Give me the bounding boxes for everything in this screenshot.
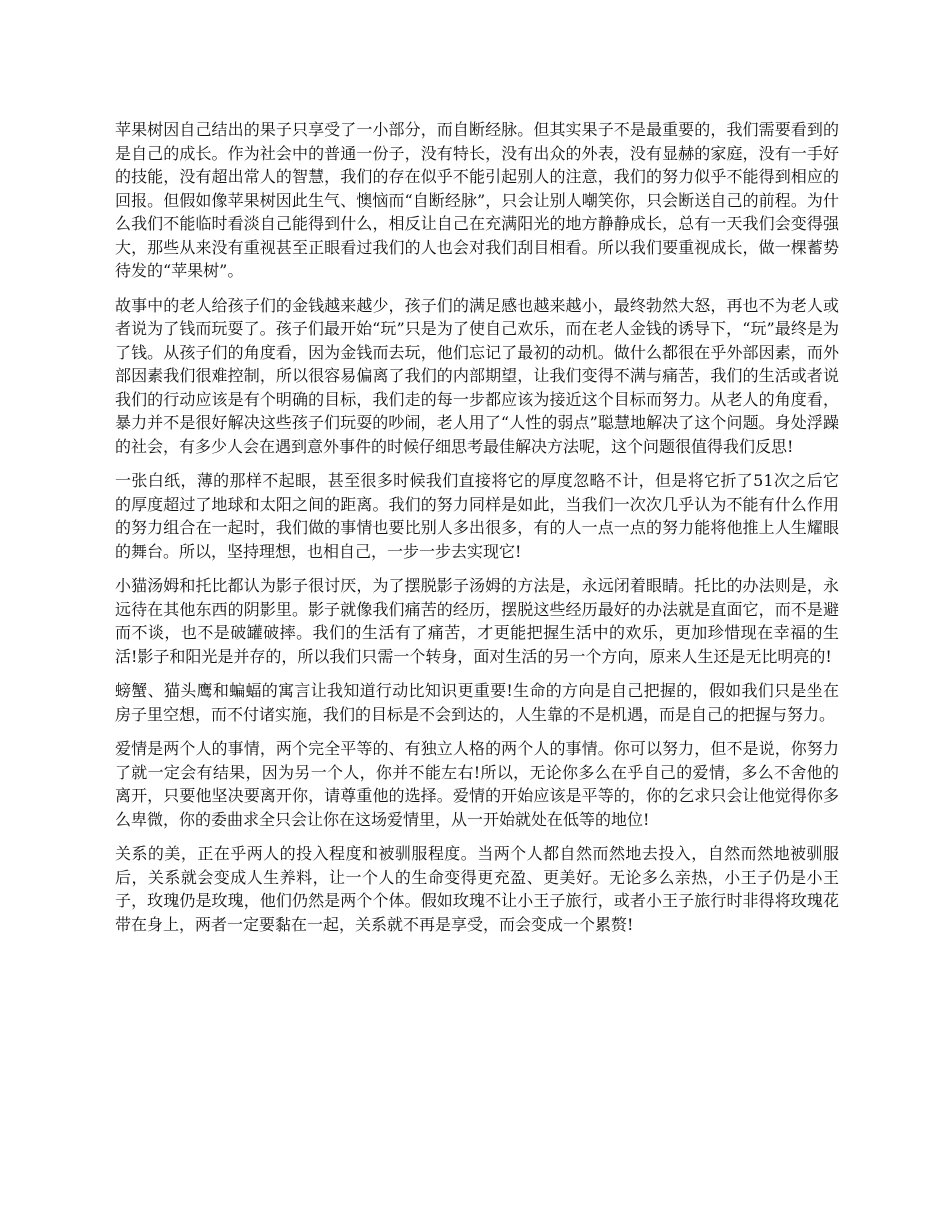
paragraph-love: 爱情是两个人的事情，两个完全平等的、有独立人格的两个人的事情。你可以努力，但不是说，你努力了就一定会有结果，因为另一个人，你并不能左右!所以，无论你多么在乎自己的爱情，多么不舍他的离开，只要他坚决要离开你，请尊重他的选择。爱情的开始应该是平等的，你的乞求只会让他觉得你多么卑微，你的委曲求全只会让你在这场爱情里，从一开始就处在低等的地位!: [115, 739, 839, 829]
paragraph-shadow: 小猫汤姆和托比都认为影子很讨厌，为了摆脱影子汤姆的方法是，永远闭着眼睛。托比的办法则是，永远待在其他东西的阴影里。影子就像我们痛苦的经历，摆脱这些经历最好的办法就是直面它，而不是避而不谈，也不是破罐破摔。我们的生活有了痛苦，才更能把握生活中的欢乐，更加珍惜现在幸福的生活!影子和阳光是并存的，所以我们只需一个转身，面对生活的另一个方向，原来人生还是无比明亮的!: [115, 576, 839, 666]
document-page: [115, 118, 839, 947]
paragraph-white-paper: 一张白纸，薄的那样不起眼，甚至很多时候我们直接将它的厚度忽略不计，但是将它折了51次之后它的厚度超过了地球和太阳之间的距离。我们的努力同样是如此，当我们一次次几乎认为不能有什么作用的努力组合在一起时，我们做的事情也要比别人多出很多，有的人一点一点的努力能将他推上人生耀眼的舞台。所以，坚持理想，也相自己，一步一步去实现它!: [115, 471, 839, 561]
paragraph-relationship: 关系的美，正在乎两人的投入程度和被驯服程度。当两个人都自然而然地去投入，自然而然地被驯服后，关系就会变成人生养料，让一个人的生命变得更充盈、更美好。无论多么亲热，小王子仍是小王子，玫瑰仍是玫瑰，他们仍然是两个个体。假如玫瑰不让小王子旅行，或者小王子旅行时非得将玫瑰花带在身上，两者一定要黏在一起，关系就不再是享受，而会变成一个累赘!: [115, 844, 839, 934]
paragraph-old-man-money: 故事中的老人给孩子们的金钱越来越少，孩子们的满足感也越来越小，最终勃然大怒，再也不为老人或者说为了钱而玩耍了。孩子们最开始“玩”只是为了使自己欢乐，而在老人金钱的诱导下，“玩”最终是为了钱。从孩子们的角度看，因为金钱而去玩，他们忘记了最初的动机。做什么都很在乎外部因素，而外部因素我们很难控制，所以很容易偏离了我们的内部期望，让我们变得不满与痛苦，我们的生活或者说我们的行动应该是有个明确的目标，我们走的每一步都应该为接近这个目标而努力。从老人的角度看，暴力并不是很好解决这些孩子们玩耍的吵闹，老人用了“人性的弱点”聪慧地解决了这个问题。身处浮躁的社会，有多少人会在遇到意外事件的时候仔细思考最佳解决方法呢，这个问题很值得我们反思!: [115, 295, 839, 456]
paragraph-fable-action: 螃蟹、猫头鹰和蝙蝠的寓言让我知道行动比知识更重要!生命的方向是自己把握的，假如我们只是坐在房子里空想，而不付诸实施，我们的目标是不会到达的，人生靠的不是机遇，而是自己的把握与努力。: [115, 681, 839, 724]
paragraph-apple-tree: 苹果树因自己结出的果子只享受了一小部分，而自断经脉。但其实果子不是最重要的，我们需要看到的是自己的成长。作为社会中的普通一份子，没有特长，没有出众的外表，没有显赫的家庭，没有一手好的技能，没有超出常人的智慧，我们的存在似乎不能引起别人的注意，我们的努力似乎不能得到相应的回报。但假如像苹果树因此生气、懊恼而“自断经脉”，只会让别人嘲笑你，只会断送自己的前程。为什么我们不能临时看淡自己能得到什么，相反让自己在充满阳光的地方静静成长，总有一天我们会变得强大，那些从来没有重视甚至正眼看过我们的人也会对我们刮目相看。所以我们要重视成长，做一棵蓄势待发的“苹果树”。: [115, 120, 839, 280]
